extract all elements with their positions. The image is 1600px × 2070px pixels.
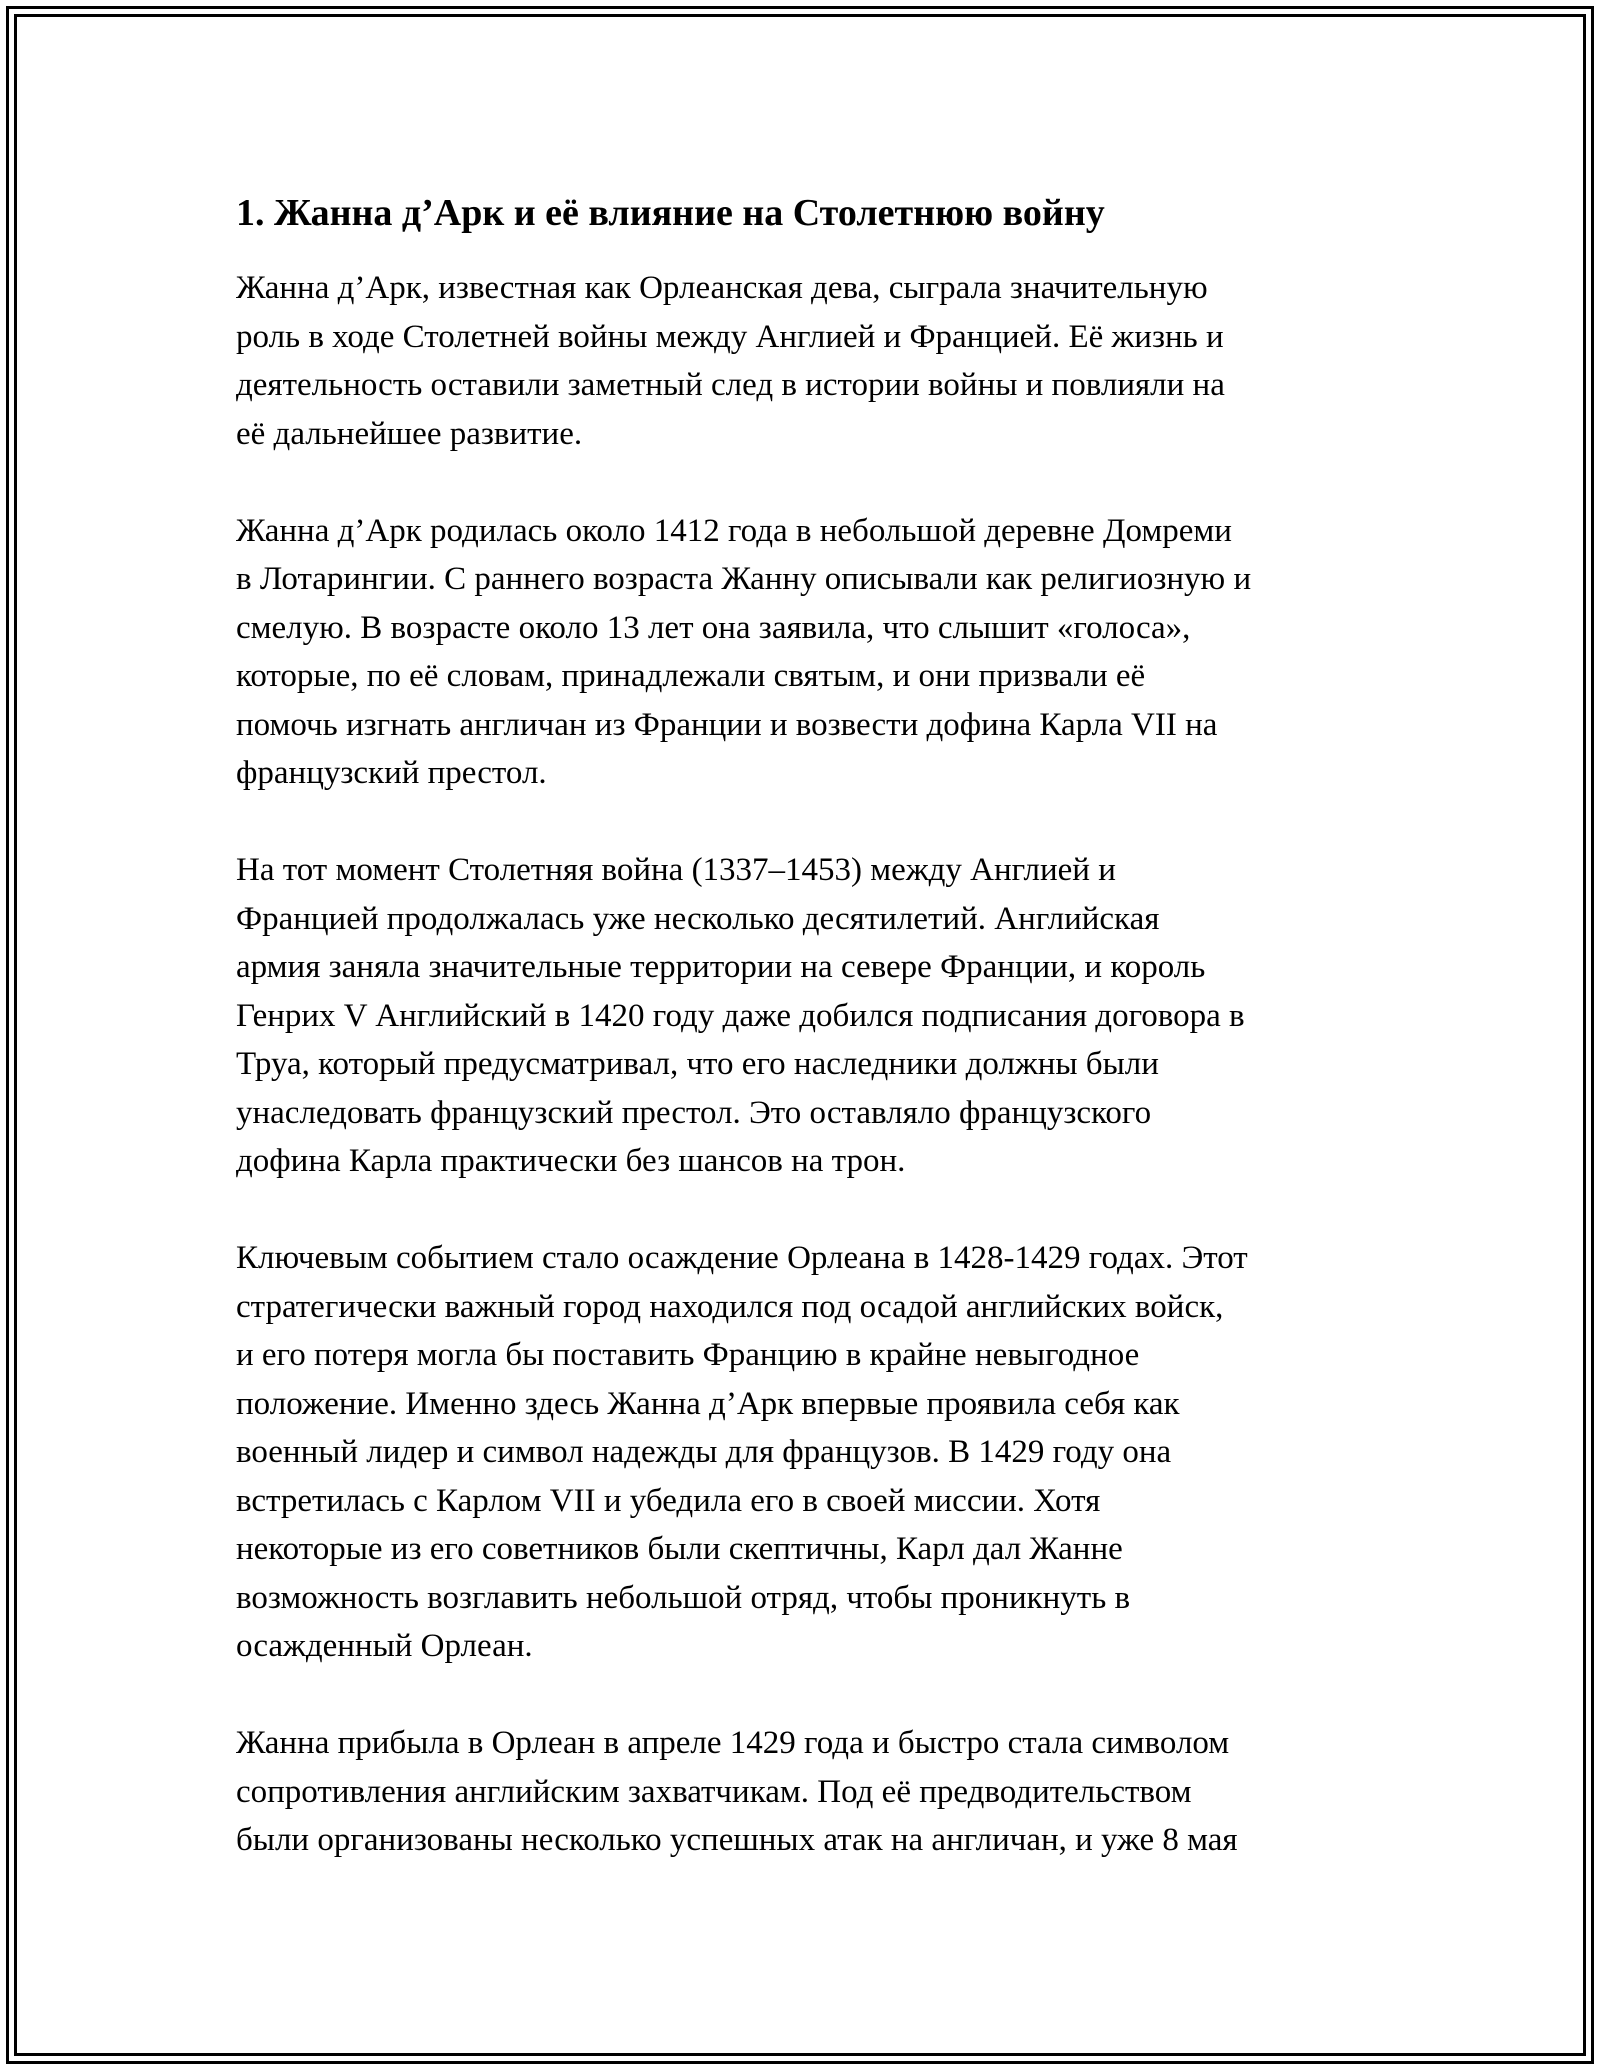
paragraph-early-life: Жанна д’Арк родилась около 1412 года в небольшой деревне Домреми в Лотарингии. С раннего возраста Жанну описывали как религиозную и смелую. В возрасте около 13 лет она заявила, что слышит «голоса», которые, по её словам, принадлежали святым, и они призвали её помочь изгнать англичан из Франции и возвести дофина Карла VII на французский престол.: [236, 512, 1252, 791]
paragraph-war-context: На тот момент Столетняя война (1337–1453) между Англией и Францией продолжалась уже несколько десятилетий. Английская армия заняла значительные территории на севере Франции, и король Генрих V Английский в 1420 году даже добился подписания договора в Труа, который предусматривал, что его наследники должны были унаследовать французский престол. Это оставляло французского дофина Карла практически без шансов на трон.: [236, 852, 1245, 1179]
paragraph-siege-of-orleans: Ключевым событием стало осаждение Орлеана в 1428-1429 годах. Этот стратегически важный город находился под осадой английских войск, и его потеря могла бы поставить Францию в крайне невыгодное положение. Именно здесь Жанна д’Арк впервые проявила себя как военный лидер и символ надежды для французов. В 1429 году она встретилась с Карлом VII и убедила его в своей миссии. Хотя некоторые из его советников были скептичны, Карл дал Жанне возможность возглавить небольшой отряд, чтобы проникнуть в осажденный Орлеан.: [236, 1240, 1248, 1664]
section-heading: 1. Жанна д’Арк и её влияние на Столетнюю войну: [236, 192, 1105, 234]
document-body: [236, 188, 1376, 1913]
paragraph-intro: Жанна д’Арк, известная как Орлеанская дева, сыграла значительную роль в ходе Столетней войны между Англией и Францией. Её жизнь и деятельность оставили заметный след в истории войны и повлияли на её дальнейшее развитие.: [236, 270, 1225, 452]
paragraph-arrival-in-orleans: Жанна прибыла в Орлеан в апреле 1429 года и быстро стала символом сопротивления английским захватчикам. Под её предводительством были организованы несколько успешных атак на англичан, и уже 8 мая: [236, 1725, 1238, 1858]
